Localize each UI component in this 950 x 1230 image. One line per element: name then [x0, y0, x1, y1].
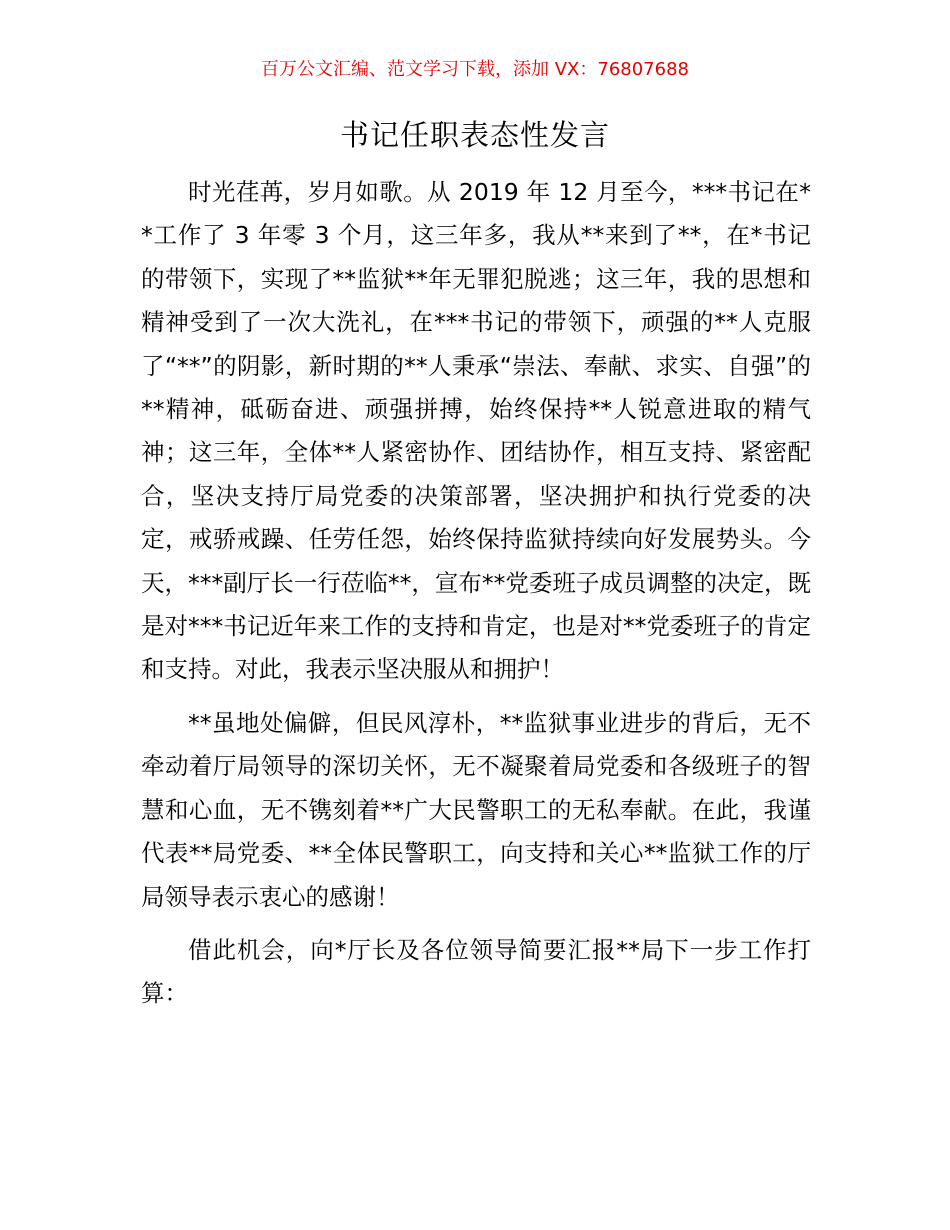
document-body — [141, 171, 811, 1026]
paragraph: **虽地处偏僻，但民风淳朴，**监狱事业进步的背后，无不牵动着厅局领导的深切关怀，无不凝聚着局党委和各级班子的智慧和心血，无不镌刻着**广大民警职工的无私奉献。在此，我谨代表**局党委、**全体民警职工，向支持和关心**监狱工作的厅局领导表示衷心的感谢！ — [141, 708, 811, 911]
paragraph: 借此机会，向*厅长及各位领导简要汇报**局下一步工作打算： — [141, 935, 811, 1008]
header-notice: 百万公文汇编、范文学习下载，添加 VX：76807688 — [261, 59, 689, 80]
document-title: 书记任职表态性发言 — [339, 118, 610, 152]
paragraph: 时光荏苒，岁月如歌。从 2019 年 12 月至今，***书记在**工作了 3 年零 3 个月，这三年多，我从**来到了**，在*书记的带领下，实现了**监狱**年无罪犯脱逃；这三年，我的思想和精神受到了一次大洗礼，在***书记的带领下，顽强的**人克服了“**”的阴影，新时期的**人秉承“崇法、奉献、求实、自强”的**精神，砥砺奋进、顽强拼搏，始终保持**人锐意进取的精气神；这三年，全体**人紧密协作、团结协作，相互支持、紧密配合，坚决支持厅局党委的决策部署，坚决拥护和执行党委的决定，戒骄戒躁、任劳任怨，始终保持监狱持续向好发展势头。今天，***副厅长一行莅临**，宣布**党委班子成员调整的决定，既是对***书记近年来工作的支持和肯定，也是对**党委班子的肯定和支持。对此，我表示坚决服从和拥护！ — [141, 178, 811, 684]
